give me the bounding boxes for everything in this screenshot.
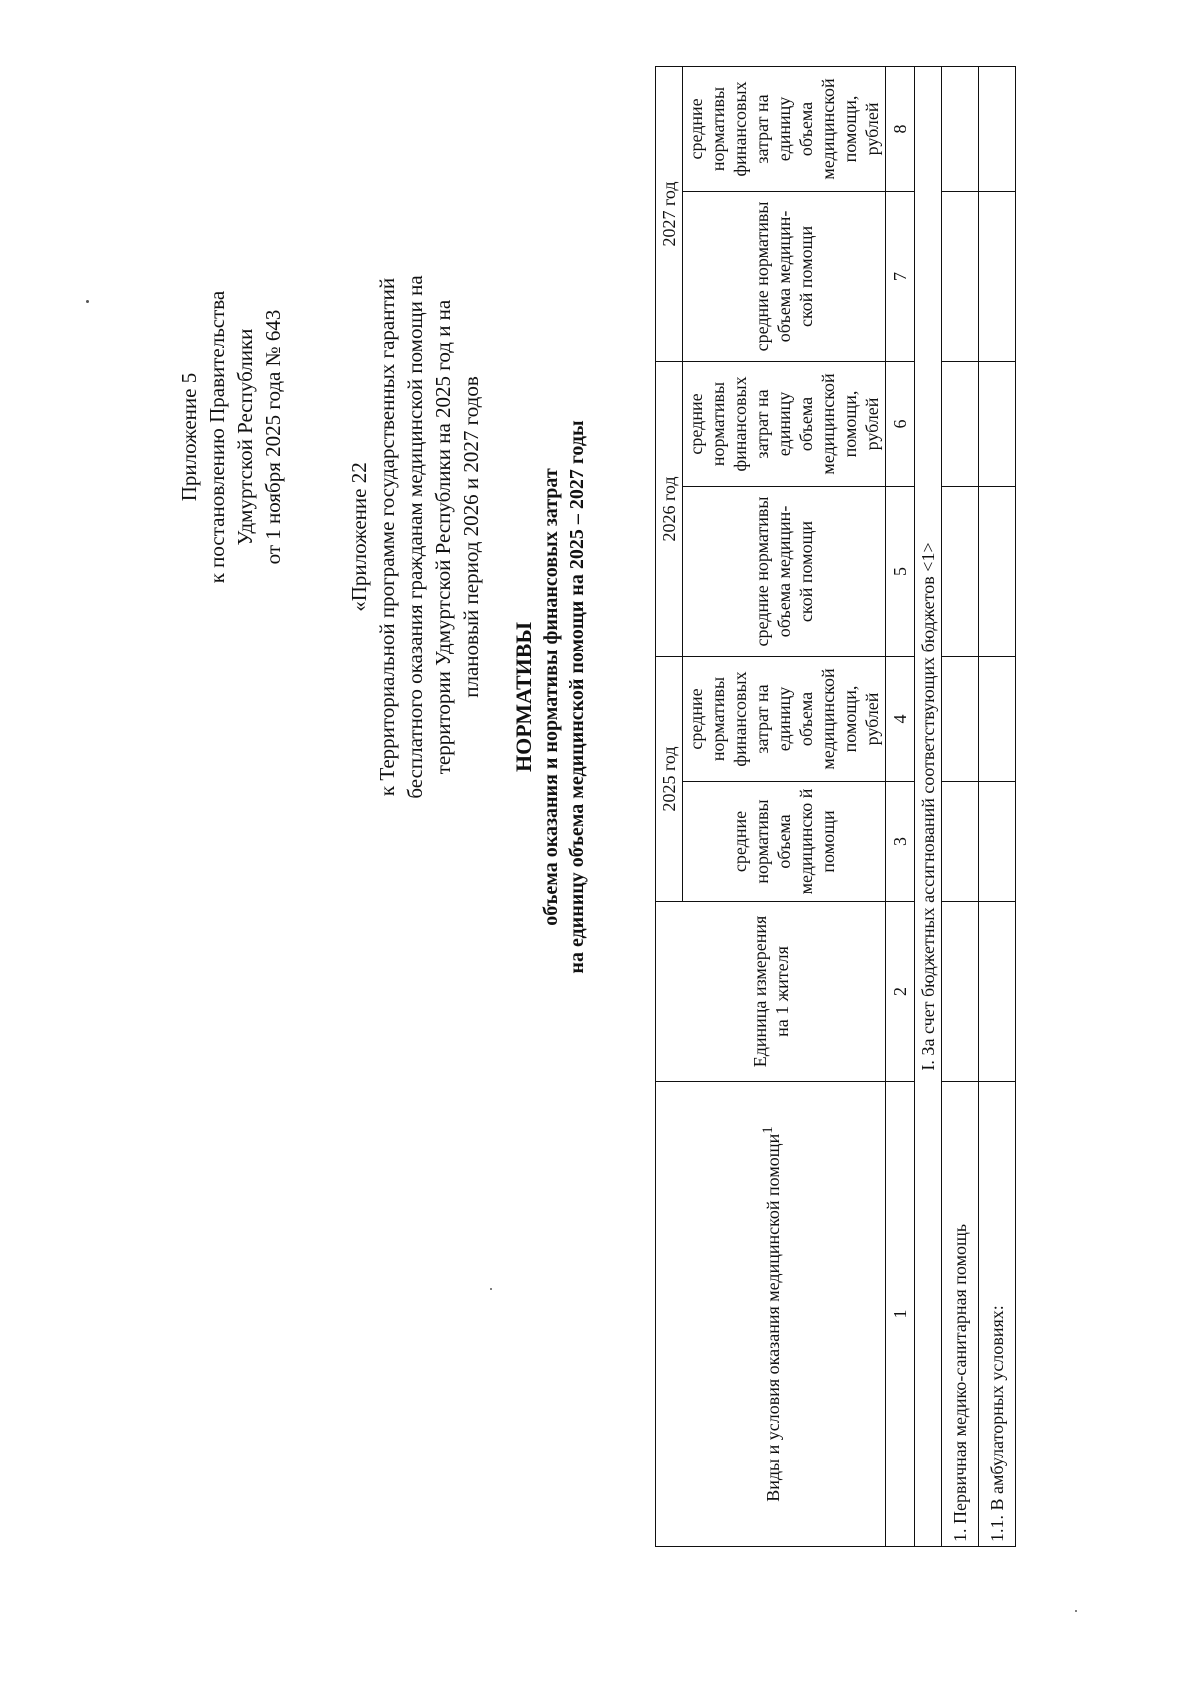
document-title (510, 257, 590, 1137)
table-cell (979, 191, 1016, 361)
column-number: 5 (886, 486, 915, 656)
header-year-2025: 2025 год (656, 656, 683, 901)
header-row-years (656, 66, 683, 1546)
scan-speck (86, 300, 89, 303)
scan-speck (490, 1288, 492, 1290)
row-label: 1.1. В амбулаторных условиях: (979, 1082, 1016, 1547)
title-main: НОРМАТИВЫ (511, 621, 536, 773)
column-number: 4 (886, 656, 915, 781)
table-cell (979, 361, 1016, 486)
territorial-line: к Территориальной программе государственных гарантий (375, 277, 399, 797)
appendix-line: от 1 ноября 2025 года № 643 (261, 309, 285, 565)
column-number: 6 (886, 361, 915, 486)
territorial-line: территории Удмуртской Республики на 2025 год и на (431, 299, 455, 775)
header-type-label: Виды и условия оказания медицинской помощи (763, 1133, 783, 1502)
column-number-row (886, 66, 915, 1546)
footnote-mark: 1 (760, 1126, 776, 1134)
table-cell (979, 902, 1016, 1082)
appendix-line: Удмуртской Республики (233, 328, 257, 546)
section-row (915, 66, 942, 1546)
territorial-header (345, 187, 485, 887)
header-year-2026: 2026 год (656, 361, 683, 656)
appendix-header (175, 177, 287, 697)
header-vol-2025: средние нормативы объема медицинско й помощи (683, 782, 886, 902)
header-fin-2027: средние нормативы финансовых затрат на единицу объема медицинской помощи, рублей (683, 66, 886, 191)
header-vol-2027: средние нормативы объема медицин-ской помощи (683, 191, 886, 361)
column-number: 1 (886, 1082, 915, 1547)
header-unit: Единица измерения на 1 жителя (656, 902, 886, 1082)
section-title: I. За счет бюджетных ассигнований соответствующих бюджетов <1> (915, 66, 942, 1546)
normatives-table (655, 66, 1016, 1547)
title-sub1: объема оказания и нормативы финансовых затрат (540, 468, 562, 926)
table-row (942, 66, 979, 1546)
header-fin-2025: средние нормативы финансовых затрат на единицу объема медицинской помощи, рублей (683, 656, 886, 781)
header-vol-2026: средние нормативы объема медицин-ской помощи (683, 486, 886, 656)
column-number: 3 (886, 782, 915, 902)
table-cell (942, 656, 979, 781)
table-row (979, 66, 1016, 1546)
table-cell (979, 782, 1016, 902)
title-sub2: на единицу объема медицинской помощи на 2025 – 2027 годы (566, 420, 588, 974)
territorial-line: плановый период 2026 и 2027 годов (459, 376, 483, 698)
table-cell (942, 486, 979, 656)
column-number: 8 (886, 66, 915, 191)
header-fin-2026: средние нормативы финансовых затрат на единицу объема медицинской помощи, рублей (683, 361, 886, 486)
column-number: 7 (886, 191, 915, 361)
table-cell (979, 656, 1016, 781)
row-label: 1. Первичная медико-санитарная помощь (942, 1082, 979, 1547)
table-cell (942, 361, 979, 486)
table-cell (942, 66, 979, 191)
appendix-line: Приложение 5 (177, 372, 201, 502)
table-cell (979, 66, 1016, 191)
header-type (656, 1082, 886, 1547)
territorial-line: «Приложение 22 (347, 462, 371, 612)
table-cell (942, 902, 979, 1082)
header-year-2027: 2027 год (656, 66, 683, 361)
table-cell (979, 486, 1016, 656)
table-cell (942, 191, 979, 361)
column-number: 2 (886, 902, 915, 1082)
appendix-line: к постановлению Правительства (205, 290, 229, 584)
territorial-line: бесплатного оказания гражданам медицинской помощи на (403, 275, 427, 799)
scan-speck (1075, 1610, 1077, 1612)
table-cell (942, 782, 979, 902)
